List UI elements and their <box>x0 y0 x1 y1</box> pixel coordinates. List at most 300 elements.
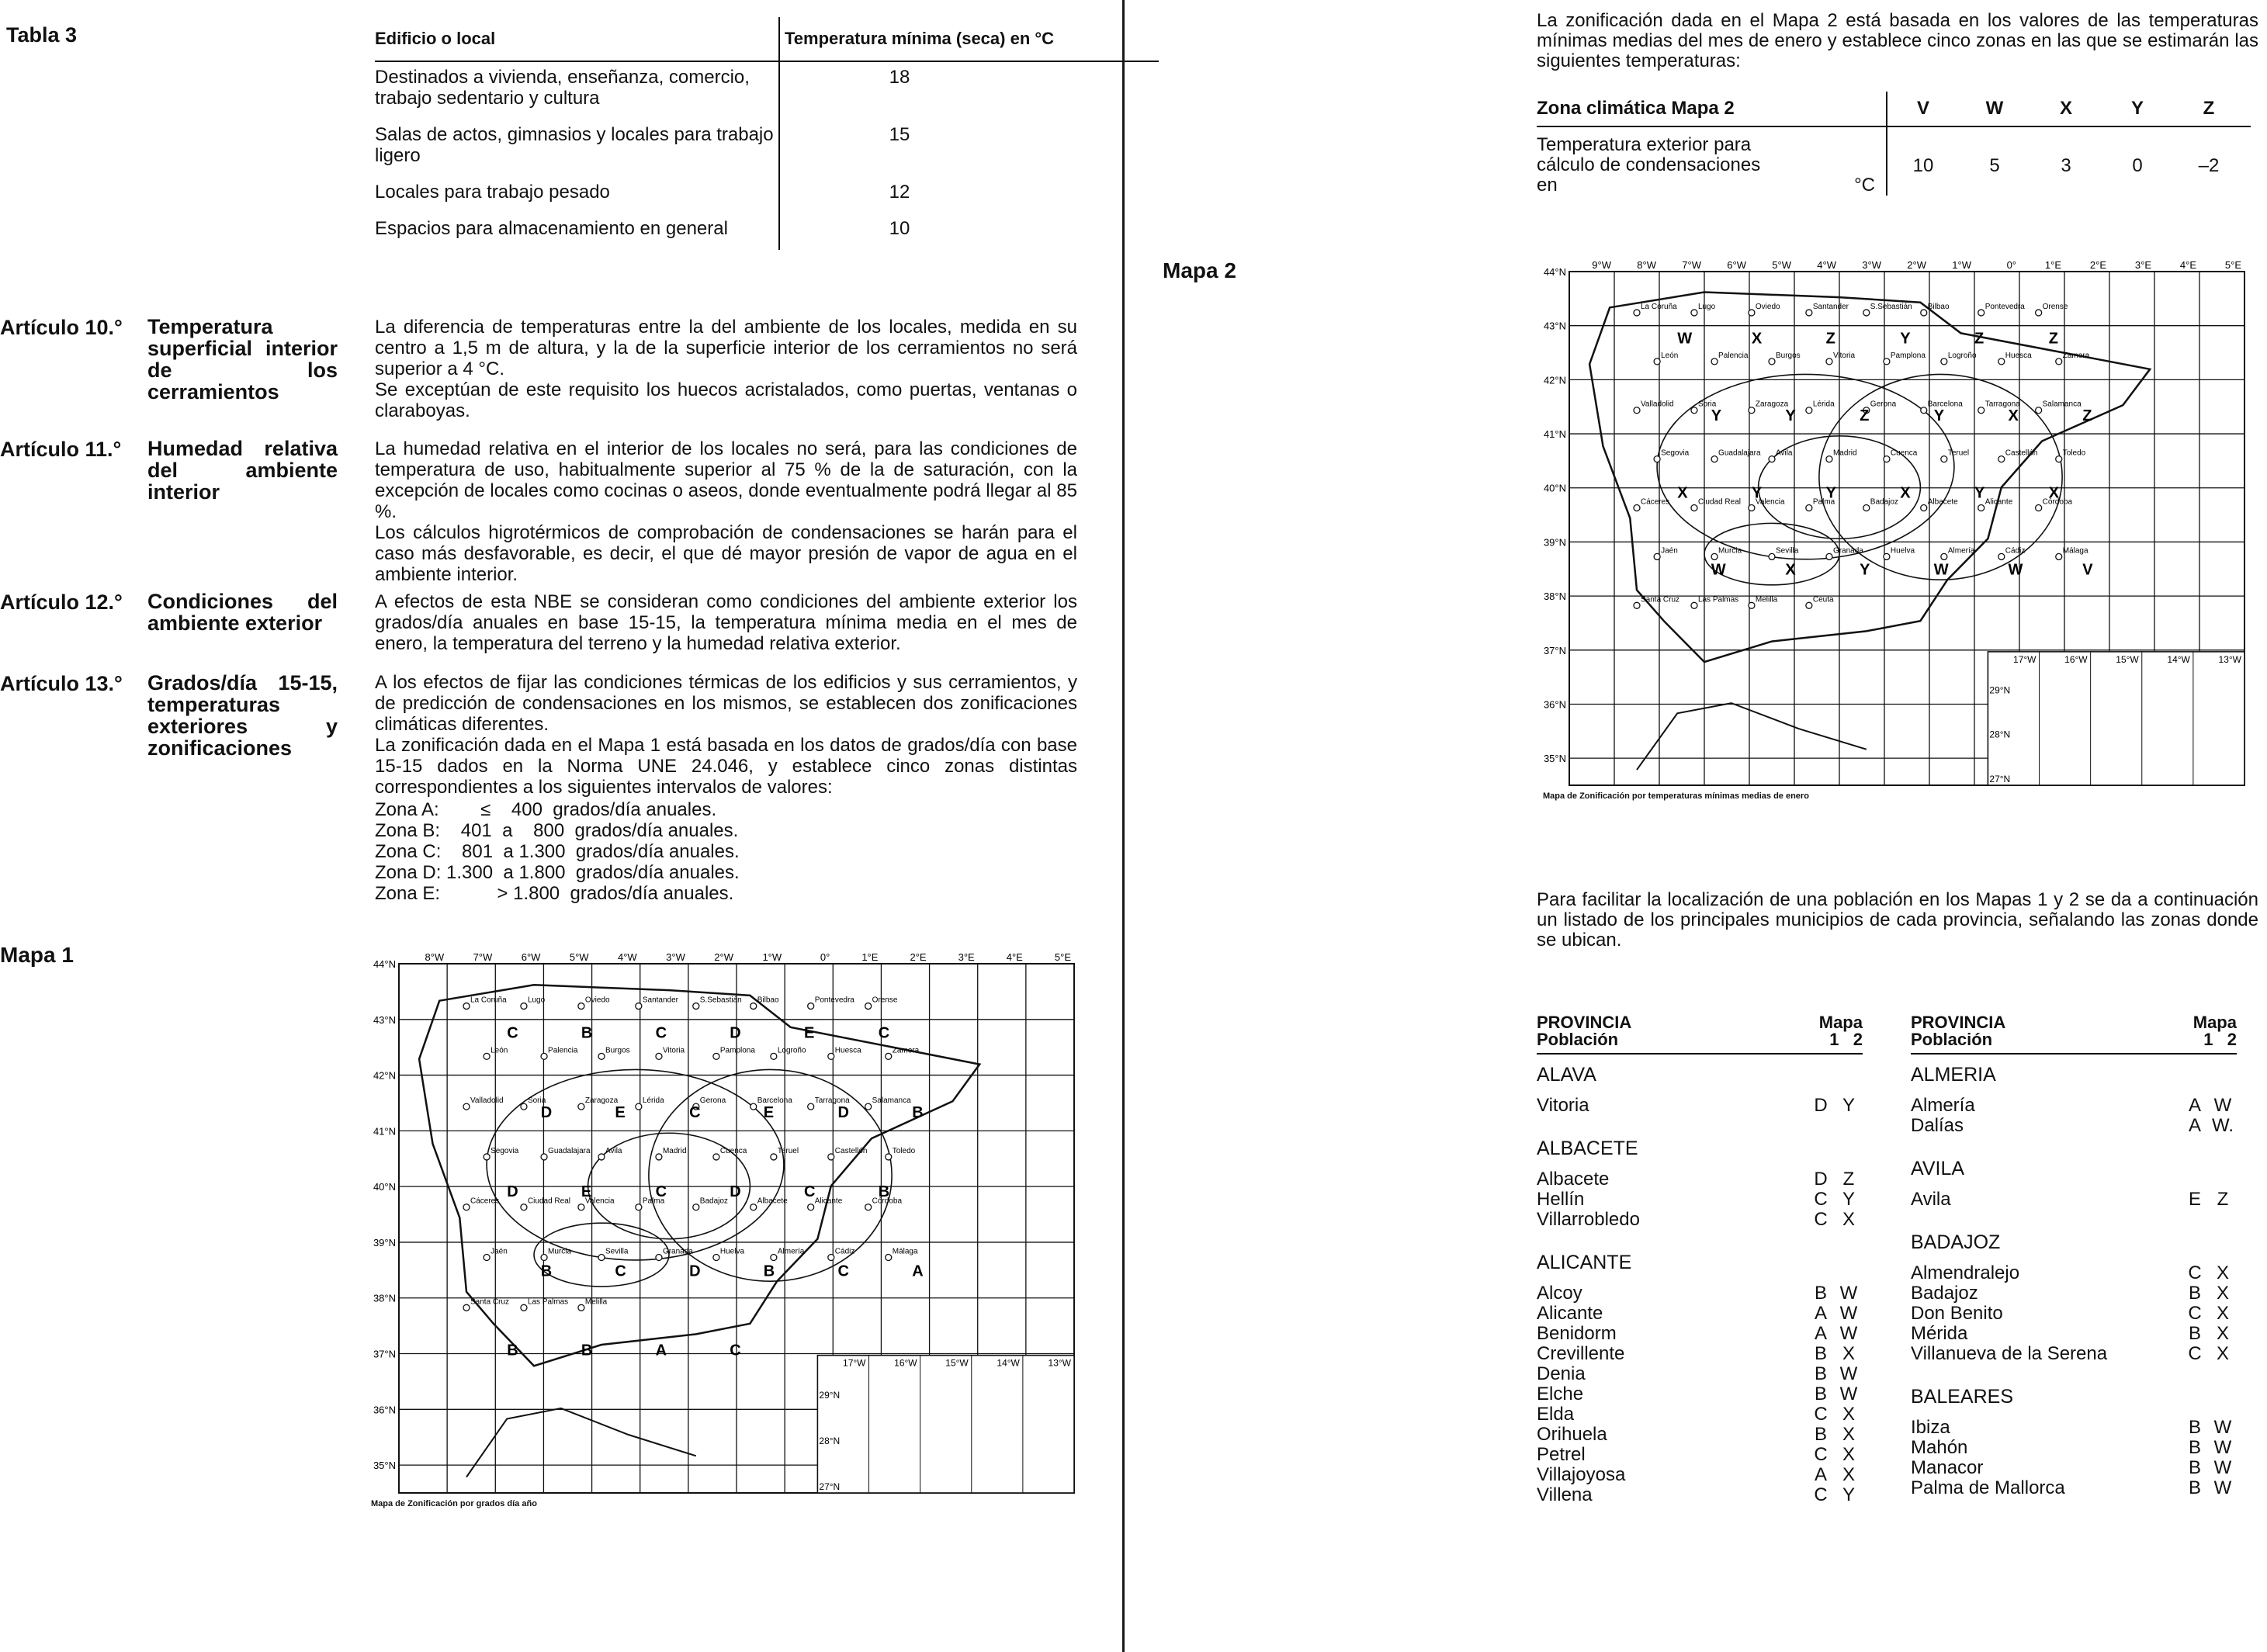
city-label: Granada <box>1832 546 1863 556</box>
zone-intervals <box>375 799 1077 904</box>
mapa-header-label: Mapa <box>2192 1013 2237 1032</box>
article-paragraph: La humedad relativa en el interior de los locales no será, para las condiciones de temperatura de uso, habitualmente superior al 75 % de la de saturación, con la excepción de locales como cocinas o aseos, donde eventualmente podrá llegar al 85 %. <box>375 438 1077 522</box>
town-zone-map1: B <box>1814 1283 1827 1304</box>
province-name: ALICANTE <box>1537 1252 1632 1273</box>
city-marker <box>828 1154 834 1160</box>
zone-letter-label: Z <box>2048 330 2058 348</box>
city-label: Teruel <box>1947 448 1970 458</box>
inset-longitude-label: 17°W <box>2013 653 2036 665</box>
city-label: Albacete <box>757 1197 788 1206</box>
city-label: Soria <box>527 1096 546 1106</box>
city-marker <box>1654 456 1660 462</box>
zone-letter-label: Z <box>1825 330 1835 348</box>
city-marker <box>1826 456 1832 462</box>
zone-interval: Zona D: 1.300 a 1.800 grados/día anuales. <box>375 862 740 883</box>
zone-interval: Zona B: 401 a 800 grados/día anuales. <box>375 820 739 841</box>
town-row <box>1537 1404 1863 1425</box>
zone-letter-label: D <box>837 1103 849 1121</box>
city-label: Jaén <box>490 1247 508 1256</box>
mapa2-map <box>1535 256 2249 791</box>
town-name: Vitoria <box>1537 1095 1589 1116</box>
city-marker <box>1921 407 1927 414</box>
city-marker <box>636 1003 642 1010</box>
city-marker <box>1884 358 1890 365</box>
province-list-left <box>1537 1064 1863 1505</box>
city-marker <box>1634 602 1640 608</box>
town-name: Denia <box>1537 1363 1586 1384</box>
city-label: Segovia <box>1661 448 1690 458</box>
town-row <box>1537 1364 1863 1384</box>
province-name: BALEARES <box>1911 1386 2014 1408</box>
zone-letter-label: C <box>655 1183 667 1201</box>
inset-latitude-label: 28°N <box>819 1435 841 1446</box>
city-label: Valencia <box>584 1197 615 1206</box>
city-marker <box>1941 358 1947 365</box>
city-marker <box>2036 407 2042 414</box>
zone-letter-label: Y <box>1860 561 1870 579</box>
town-row <box>1537 1465 1863 1485</box>
zone-letter-label: B <box>912 1103 924 1121</box>
city-marker <box>1806 505 1812 511</box>
poblacion-header-label: Población <box>1537 1030 1619 1049</box>
town-row <box>1537 1210 1863 1230</box>
town-zone-map1: B <box>2188 1437 2201 1458</box>
longitude-label: 6°W <box>521 951 541 963</box>
zone-letter-label: B <box>878 1183 890 1201</box>
town-zone-map1: C <box>1814 1404 1828 1425</box>
article-paragraph: La diferencia de temperaturas entre la del ambiente de los locales, medida en su centro a 1,5 m de altura, y la de la superficie interior de los cerramientos no será superior a 4 °C. <box>375 317 1077 379</box>
longitude-label: 4°E <box>1006 951 1023 963</box>
town-zone-map1: C <box>2188 1343 2202 1364</box>
town-zone-map2: Y <box>1842 1095 1855 1116</box>
city-label: Guadalajara <box>1718 448 1761 458</box>
zone-letter-label: X <box>2008 407 2019 424</box>
town-row <box>1911 1190 2237 1210</box>
city-marker <box>521 1003 527 1010</box>
city-label: Ciudad Real <box>527 1197 570 1206</box>
city-label: Las Palmas <box>527 1297 569 1307</box>
province-column-header <box>1911 1014 2237 1055</box>
zone-letter-label: Y <box>1825 484 1836 502</box>
left-page <box>0 0 1118 1652</box>
city-label: Huesca <box>2005 351 2032 360</box>
city-marker <box>541 1255 547 1261</box>
city-label: Cádiz <box>834 1247 855 1256</box>
inset-latitude-label: 28°N <box>1989 729 2011 740</box>
city-label: Toledo <box>892 1146 916 1155</box>
zone-letter-label: X <box>1900 484 1911 502</box>
zone-letter-label: W <box>1933 561 1949 579</box>
town-name: Benidorm <box>1537 1323 1617 1344</box>
city-label: Burgos <box>1776 351 1801 360</box>
latitude-label: 44°N <box>1543 266 1566 278</box>
town-zone-map1: A <box>1814 1303 1827 1324</box>
latitude-label: 37°N <box>373 1348 396 1360</box>
province-list-right <box>1911 1064 2237 1498</box>
town-name: Albacete <box>1537 1169 1610 1190</box>
city-label: Logroño <box>1947 351 1977 360</box>
town-row <box>1911 1324 2237 1344</box>
city-label: Melilla <box>584 1297 608 1307</box>
city-marker <box>541 1154 547 1160</box>
town-zone-map2: X <box>1842 1343 1855 1364</box>
city-label: Zaragoza <box>1755 400 1789 409</box>
latitude-label: 35°N <box>1543 753 1566 765</box>
zone-temperature: 0 <box>2132 155 2143 176</box>
longitude-label: 8°W <box>425 951 445 963</box>
city-label: Almería <box>1947 546 1975 556</box>
town-zone-map2: W <box>2213 1095 2232 1116</box>
town-zone-map1: A <box>1814 1323 1827 1344</box>
town-name: Petrel <box>1537 1444 1586 1465</box>
city-marker <box>1769 456 1775 462</box>
town-zone-map1: C <box>1814 1209 1828 1230</box>
zone-table-header <box>1537 92 2251 127</box>
latitude-label: 39°N <box>373 1236 396 1249</box>
city-label: Palma <box>1812 497 1835 507</box>
city-label: Avila <box>1776 448 1793 458</box>
right-page <box>1141 0 2267 1652</box>
city-marker <box>1654 358 1660 365</box>
city-label: Córdoba <box>872 1197 903 1206</box>
town-row <box>1537 1304 1863 1324</box>
tabla-cell-text: Espacios para almacenamiento en general <box>375 213 780 250</box>
zone-letter-label: E <box>804 1024 815 1042</box>
zone-letter-label: Z <box>2082 407 2092 424</box>
article-13-title: Grados/día 15-15, temperaturas exteriores y zonificaciones <box>147 671 338 760</box>
province-group <box>1537 1138 1863 1230</box>
article-paragraph: Se exceptúan de este requisito los huecos acristalados, como puertas, ventanas o claraboyas. <box>375 379 1077 421</box>
zone-letter: V <box>1916 98 1929 119</box>
longitude-label: 3°E <box>958 951 975 963</box>
tabla-row <box>375 119 1159 177</box>
longitude-label: 0° <box>2006 259 2016 271</box>
town-name: Hellín <box>1537 1189 1585 1210</box>
town-zone-map2: W. <box>2212 1115 2234 1136</box>
town-zone-map2: W <box>2213 1457 2232 1478</box>
city-marker <box>1769 553 1775 559</box>
city-marker <box>656 1053 662 1059</box>
city-label: León <box>1661 351 1679 360</box>
town-name: Ibiza <box>1911 1417 1950 1438</box>
province-column-left <box>1537 1014 1863 1527</box>
town-name: Orihuela <box>1537 1424 1607 1445</box>
longitude-label: 5°W <box>1772 259 1791 271</box>
city-marker <box>598 1154 605 1160</box>
zone-temperature: –2 <box>2198 155 2220 176</box>
town-zone-map1: A <box>2188 1095 2201 1116</box>
africa-coastline <box>1637 703 1867 770</box>
city-marker <box>463 1304 470 1311</box>
province-name: ALBACETE <box>1537 1138 1638 1159</box>
town-row <box>1537 1485 1863 1505</box>
latitude-label: 40°N <box>1543 482 1566 494</box>
city-marker <box>1749 407 1755 414</box>
zone-letter: Y <box>2130 98 2144 119</box>
town-zone-map1: B <box>2188 1323 2201 1344</box>
tabla-row <box>375 213 1159 250</box>
tabla-row <box>375 177 1159 213</box>
city-marker <box>828 1255 834 1261</box>
city-marker <box>1711 456 1718 462</box>
tabla-cell-text: Salas de actos, gimnasios y locales para trabajo ligero <box>375 119 780 177</box>
longitude-label: 7°W <box>1682 259 1701 271</box>
town-zone-map1: C <box>2188 1303 2202 1324</box>
town-name: Dalías <box>1911 1115 1964 1136</box>
tabla-3 <box>375 17 1159 250</box>
zone-letter-label: D <box>540 1103 553 1121</box>
town-zone-map2: W <box>2213 1437 2232 1458</box>
province-name: AVILA <box>1911 1158 1965 1179</box>
city-label: Sevilla <box>1776 546 1799 556</box>
town-name: Elda <box>1537 1404 1575 1425</box>
zone-letter-label: A <box>655 1342 667 1359</box>
town-zone-map2: X <box>2216 1262 2229 1283</box>
tabla-header-temperature: Temperatura mínima (seca) en °C <box>778 17 1159 61</box>
city-label: Zamora <box>2062 351 2090 360</box>
town-row <box>1537 1169 1863 1190</box>
city-marker <box>521 1204 527 1210</box>
city-label: Orense <box>2042 302 2068 311</box>
zone-letter-label: D <box>507 1183 518 1201</box>
town-zone-map1: C <box>1814 1189 1828 1210</box>
city-marker <box>1749 505 1755 511</box>
zone-letter-label: C <box>730 1342 741 1359</box>
town-zone-map1: B <box>2188 1283 2201 1304</box>
city-label: Vitoria <box>662 1046 685 1055</box>
city-label: Teruel <box>777 1146 799 1155</box>
city-marker <box>1634 505 1640 511</box>
longitude-label: 4°W <box>1817 259 1836 271</box>
city-marker <box>808 1003 814 1010</box>
city-marker <box>636 1103 642 1110</box>
town-zone-map2: W <box>1839 1363 1858 1384</box>
zone-temperature: 10 <box>1912 155 1934 176</box>
zone-letter: X <box>2059 98 2072 119</box>
city-label: Valencia <box>1755 497 1785 507</box>
town-zone-map2: W <box>1839 1384 1858 1404</box>
province-header-label: PROVINCIA <box>1537 1013 1632 1032</box>
latitude-label: 43°N <box>373 1013 396 1026</box>
city-label: Málaga <box>892 1247 918 1256</box>
city-label: Alicante <box>1984 497 2013 507</box>
city-marker <box>865 1204 872 1210</box>
africa-coastline <box>466 1408 696 1477</box>
town-row <box>1911 1263 2237 1283</box>
town-zone-map1: B <box>1814 1384 1827 1404</box>
zone-row-unit: °C <box>1854 175 1875 196</box>
city-label: Salamanca <box>2042 400 2082 409</box>
city-label: Cáceres <box>470 1197 500 1206</box>
mapa2-label: Mapa 2 <box>1163 258 1236 282</box>
mapa1-label: Mapa 1 <box>0 943 74 967</box>
mapa1-grid <box>373 951 1074 1493</box>
city-marker <box>2056 358 2062 365</box>
town-name: Mahón <box>1911 1437 1968 1458</box>
latitude-label: 38°N <box>373 1292 396 1304</box>
zone-letter-label: Y <box>1711 407 1722 424</box>
zone-letter-label: Z <box>1860 407 1870 424</box>
longitude-label: 2°W <box>714 951 733 963</box>
city-marker <box>636 1204 642 1210</box>
town-zone-map2: W <box>1839 1323 1858 1344</box>
province-column-right <box>1911 1014 2237 1520</box>
zone-letter-label: Y <box>1751 484 1763 502</box>
zone-letter-label: C <box>837 1262 849 1280</box>
city-marker <box>886 1255 892 1261</box>
city-label: Santander <box>1812 302 1849 311</box>
city-label: León <box>490 1046 508 1055</box>
town-zone-map1: B <box>1814 1363 1827 1384</box>
article-13-number: Artículo 13.° <box>0 672 123 695</box>
zone-letter-label: C <box>655 1024 667 1042</box>
tabla-row <box>375 62 1159 119</box>
zone-temperature-table <box>1537 92 2251 196</box>
city-marker <box>656 1154 662 1160</box>
town-row <box>1537 1283 1863 1304</box>
zone-letter-label: E <box>581 1183 592 1201</box>
town-zone-map2: W <box>1839 1303 1858 1324</box>
zone-letter-label: E <box>763 1103 775 1121</box>
province-group <box>1537 1064 1863 1116</box>
zone-letter-label: C <box>804 1183 816 1201</box>
zone-letter-label: C <box>878 1024 890 1042</box>
zone-letter-label: X <box>1677 484 1688 502</box>
city-label: Albacete <box>1927 497 1958 507</box>
tabla-cell-value: 12 <box>889 182 910 203</box>
town-zone-map1: D <box>1814 1095 1828 1116</box>
zone-letter-label: X <box>2048 484 2060 502</box>
city-marker <box>1691 310 1697 316</box>
city-marker <box>771 1154 777 1160</box>
town-zone-map2: X <box>1842 1209 1855 1230</box>
article-paragraph: La zonificación dada en el Mapa 1 está basada en los datos de grados/día con base 15-15 dados en la Norma UNE 24.046, y establece cinco zonas distintas correspondientes a los siguientes intervalos de valores: <box>375 735 1077 798</box>
town-row <box>1911 1283 2237 1304</box>
city-label: Córdoba <box>2042 497 2073 507</box>
town-row <box>1911 1438 2237 1458</box>
tabla-cell-value: 15 <box>889 124 910 145</box>
zone-letter: Z <box>2203 98 2215 119</box>
city-label: Lugo <box>1697 302 1716 311</box>
city-marker <box>578 1304 584 1311</box>
inset-longitude-label: 17°W <box>843 1357 866 1369</box>
zone-letter-label: Y <box>1785 407 1796 424</box>
city-marker <box>1634 310 1640 316</box>
town-zone-map1: A <box>2188 1115 2201 1136</box>
city-label: Logroño <box>777 1046 806 1055</box>
city-marker <box>1978 407 1984 414</box>
city-label: Pamplona <box>1890 351 1926 360</box>
city-label: Cuenca <box>719 1146 747 1155</box>
longitude-label: 5°E <box>1054 951 1071 963</box>
latitude-label: 37°N <box>1543 644 1566 656</box>
town-zone-map2: Z <box>1842 1169 1855 1190</box>
town-row <box>1537 1096 1863 1116</box>
zone-letter-label: D <box>689 1262 701 1280</box>
city-label: La Coruña <box>1641 302 1677 311</box>
city-marker <box>771 1053 777 1059</box>
city-marker <box>1711 358 1718 365</box>
longitude-label: 1°E <box>2044 259 2061 271</box>
tabla-cell-value: 18 <box>889 67 910 88</box>
latitude-label: 35°N <box>373 1460 396 1472</box>
latitude-label: 43°N <box>1543 320 1566 332</box>
province-list-intro: Para facilitar la localización de una población en los Mapas 1 y 2 se da a continuación un listado de los principales municipios de cada provincia, señalando las zonas donde se ubican. <box>1537 889 2258 951</box>
inset-longitude-label: 13°W <box>1048 1357 1071 1369</box>
city-marker <box>484 1154 490 1160</box>
city-marker <box>598 1255 605 1261</box>
longitude-label: 3°E <box>2134 259 2151 271</box>
city-marker <box>1806 602 1812 608</box>
zone-table-row <box>1537 127 2251 196</box>
longitude-label: 4°W <box>618 951 637 963</box>
town-zone-map2: W <box>2213 1477 2232 1498</box>
city-marker <box>2056 456 2062 462</box>
town-row <box>1537 1445 1863 1465</box>
city-marker <box>484 1255 490 1261</box>
town-name: Avila <box>1911 1189 1951 1210</box>
city-marker <box>808 1204 814 1210</box>
town-name: Alcoy <box>1537 1283 1582 1304</box>
city-label: Lérida <box>1812 400 1835 409</box>
town-zone-map2: Y <box>1842 1484 1855 1505</box>
city-label: Bilbao <box>1927 302 1950 311</box>
town-row <box>1537 1425 1863 1445</box>
longitude-label: 3°W <box>1862 259 1881 271</box>
city-marker <box>484 1053 490 1059</box>
city-label: Oviedo <box>1755 302 1780 311</box>
inset-longitude-label: 15°W <box>945 1357 969 1369</box>
zone-letter-label: X <box>1751 330 1763 348</box>
city-marker <box>578 1204 584 1210</box>
city-marker <box>1691 407 1697 414</box>
town-name: Alicante <box>1537 1303 1603 1324</box>
longitude-label: 2°E <box>2089 259 2106 271</box>
city-marker <box>886 1154 892 1160</box>
city-marker <box>808 1103 814 1110</box>
latitude-label: 36°N <box>373 1404 396 1416</box>
town-zone-map1: B <box>2188 1477 2201 1498</box>
city-marker <box>578 1103 584 1110</box>
city-marker <box>521 1304 527 1311</box>
zone-temperature: 3 <box>2061 155 2071 176</box>
latitude-label: 41°N <box>1543 428 1566 441</box>
city-label: Zaragoza <box>584 1096 619 1106</box>
zone-letter-label: Y <box>1933 407 1945 424</box>
zone-letter-label: Y <box>1974 484 1985 502</box>
city-marker <box>771 1255 777 1261</box>
town-name: Crevillente <box>1537 1343 1625 1364</box>
latitude-label: 41°N <box>373 1125 396 1138</box>
city-label: Salamanca <box>872 1096 911 1106</box>
longitude-label: 2°E <box>910 951 927 963</box>
city-label: Valladolid <box>1641 400 1674 409</box>
article-12-number: Artículo 12.° <box>0 590 123 614</box>
city-marker <box>2036 505 2042 511</box>
town-zone-map1: E <box>2188 1189 2201 1210</box>
province-name: ALAVA <box>1537 1064 1596 1086</box>
city-label: Orense <box>872 996 898 1005</box>
town-row <box>1911 1344 2237 1364</box>
city-marker <box>750 1003 757 1010</box>
city-label: Madrid <box>1832 448 1857 458</box>
tabla-cell-text: Locales para trabajo pesado <box>375 177 780 213</box>
city-marker <box>1826 553 1832 559</box>
city-label: Murcia <box>1718 546 1742 556</box>
city-label: S.Sebastián <box>699 996 742 1005</box>
city-marker <box>828 1053 834 1059</box>
city-label: Sevilla <box>605 1247 629 1256</box>
